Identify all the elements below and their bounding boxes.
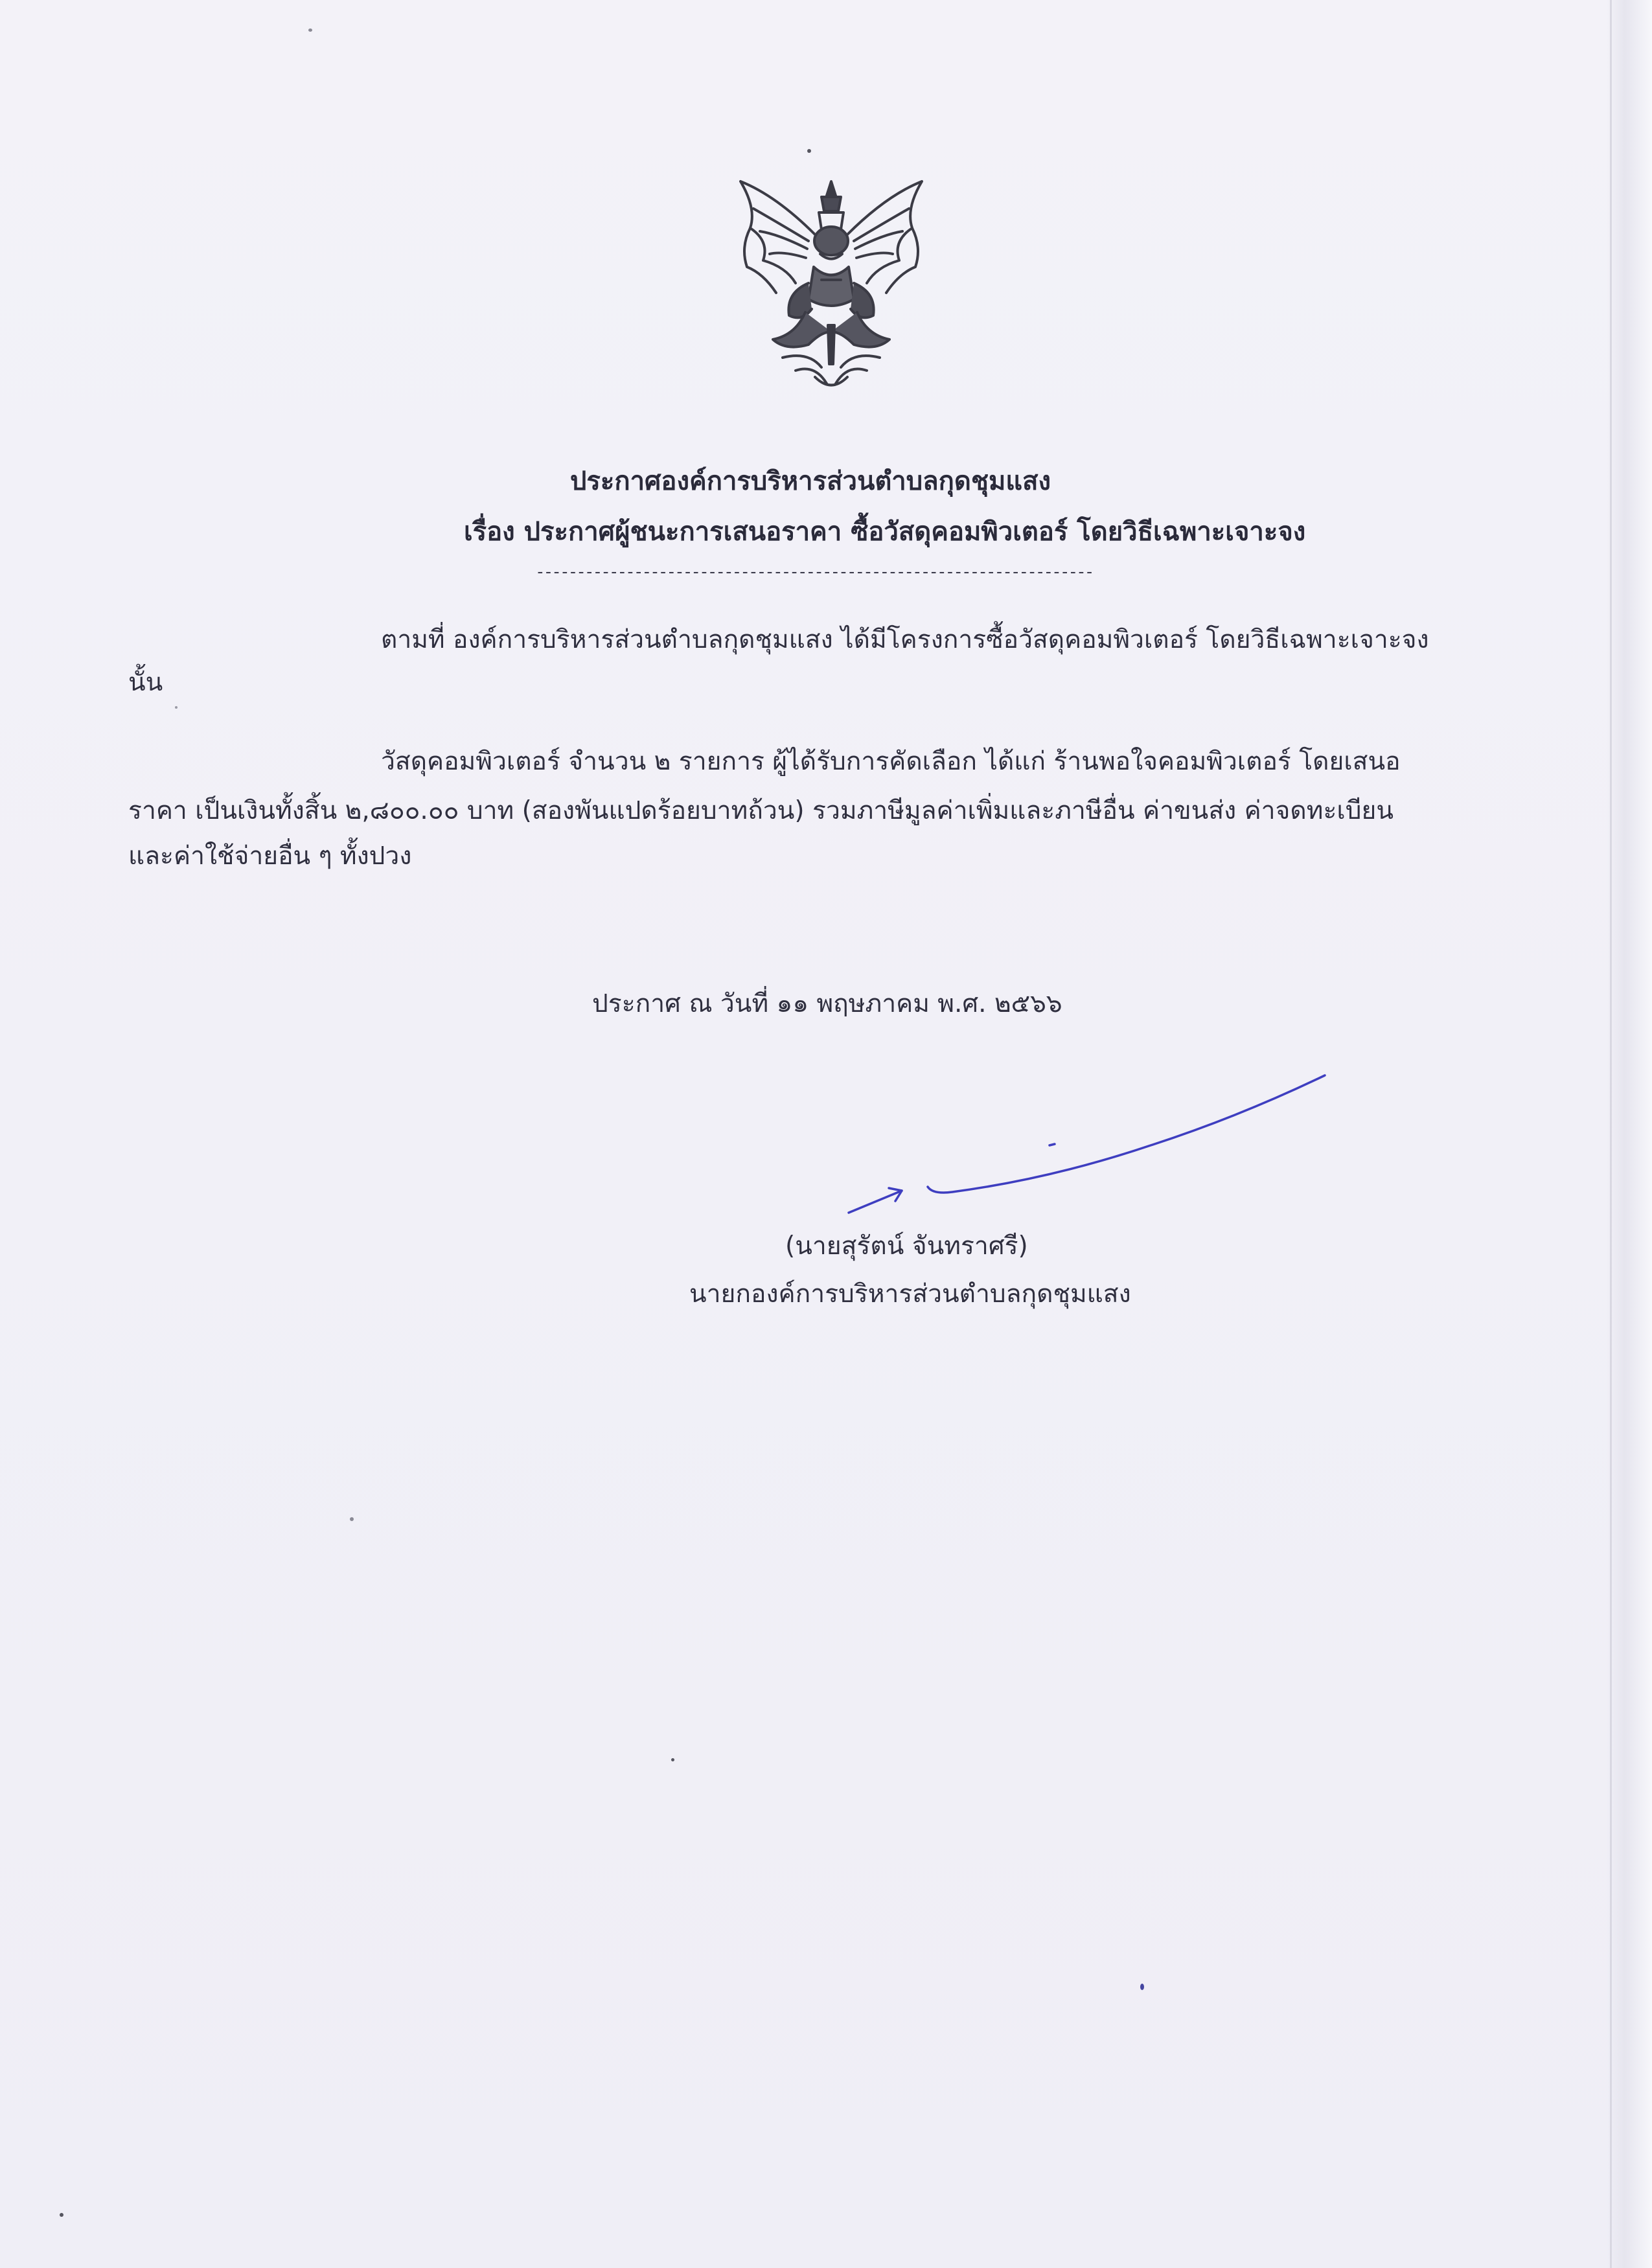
signatory-position: นายกองค์การบริหารส่วนตำบลกุดชุมแสง — [689, 1279, 1131, 1309]
signatory-name: (นายสุรัตน์ จันทราศรี) — [785, 1231, 1028, 1261]
paragraph-2-line-2: ราคา เป็นเงินทั้งสิ้น ๒,๘๐๐.๐๐ บาท (สองพันแปดร้อยบาทถ้วน) รวมภาษีมูลค่าเพิ่มและภาษีอื่น ค่าขนส่ง ค่าจดทะเบียน — [128, 796, 1394, 825]
announcement-title: ประกาศองค์การบริหารส่วนตำบลกุดชุมแสง — [570, 466, 1051, 496]
paragraph-1-line-2: นั้น — [128, 668, 163, 697]
header-divider: -------------------------------------------------------------------- — [535, 562, 1093, 582]
announcement-subject: เรื่อง ประกาศผู้ชนะการเสนอราคา ซื้อวัสดุคอมพิวเตอร์ โดยวิธีเฉพาะเจาะจง — [464, 517, 1306, 547]
scan-speck — [807, 149, 811, 153]
paragraph-1-line-1: ตามที่ องค์การบริหารส่วนตำบลกุดชุมแสง ได้มีโครงการซื้อวัสดุคอมพิวเตอร์ โดยวิธีเฉพาะเจาะจง — [381, 625, 1429, 654]
scan-speck — [350, 1517, 354, 1521]
announcement-date: ประกาศ ณ วันที่ ๑๑ พฤษภาคม พ.ศ. ๒๕๖๖ — [592, 989, 1062, 1018]
handwritten-signature-icon — [842, 1069, 1335, 1224]
paragraph-2-line-3: และค่าใช้จ่ายอื่น ๆ ทั้งปวง — [128, 842, 412, 871]
page-edge-line — [1610, 0, 1612, 2268]
garuda-emblem-icon — [724, 170, 938, 396]
scan-speck — [308, 29, 312, 32]
scan-speck — [175, 706, 178, 709]
paragraph-2-line-1: วัสดุคอมพิวเตอร์ จำนวน ๒ รายการ ผู้ได้รับการคัดเลือก ได้แก่ ร้านพอใจคอมพิวเตอร์ โดยเสนอ — [381, 747, 1401, 776]
scan-speck — [1140, 1984, 1144, 1990]
scan-speck — [60, 2213, 63, 2217]
scan-speck — [671, 1758, 674, 1761]
page-edge-shadow — [1607, 0, 1652, 2268]
